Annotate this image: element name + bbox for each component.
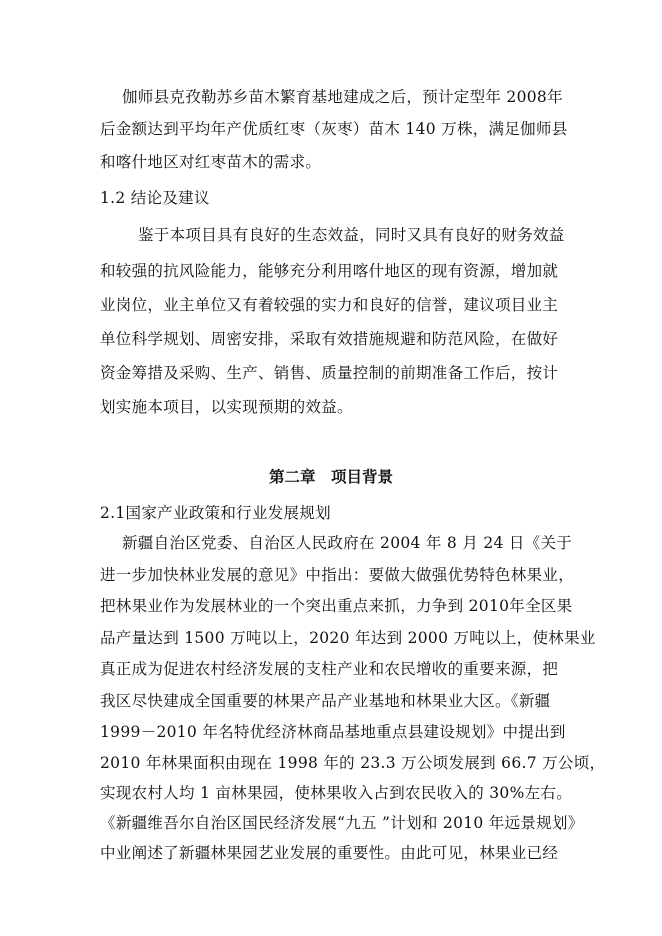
paragraph-2-line-2: 和较强的抗风险能力，能够充分利用喀什地区的现有资源，增加就 <box>100 262 559 280</box>
paragraph-3-line-7: 1999－2010 年名特优经济林商品基地重点县建设规划》中提出到 <box>100 723 566 741</box>
paragraph-3-line-10: 《新疆维吾尔自治区国民经济发展“九五 ”计划和 2010 年远景规划》 <box>100 814 584 832</box>
paragraph-1-line-1: 伽师县克孜勒苏乡苗木繁育基地建成之后，预计定型年 2008年 <box>122 88 563 106</box>
paragraph-2-line-4: 单位科学规划、周密安排，采取有效措施规避和防范风险，在做好 <box>100 330 559 348</box>
paragraph-3-line-9: 实现农村人均 1 亩林果园，使林果收入占到农民收入的 30%左右。 <box>100 784 572 802</box>
paragraph-3-line-3: 把林果业作为发展林业的一个突出重点来抓，力争到 2010年全区果 <box>100 597 573 615</box>
section-heading-2-1: 2.1国家产业政策和行业发展规划 <box>100 504 331 522</box>
paragraph-2-line-5: 资金筹措及采购、生产、销售、质量控制的前期准备工作后，按计 <box>100 364 559 382</box>
paragraph-3-line-5: 真正成为促进农村经济发展的支柱产业和农民增收的重要来源，把 <box>100 660 559 678</box>
section-heading-1-2: 1.2 结论及建议 <box>100 189 210 207</box>
paragraph-3-line-4: 品产量达到 1500 万吨以上，2020 年达到 2000 万吨以上，使林果业 <box>100 629 596 647</box>
paragraph-3-line-8: 2010 年林果面积由现在 1998 年的 23.3 万公顷发展到 66.7 万公顷， <box>100 754 606 772</box>
paragraph-1-line-2: 后金额达到平均年产优质红枣（灰枣）苗木 140 万株，满足伽师县 <box>100 120 568 138</box>
chapter-title: 第二章 项目背景 <box>268 467 393 486</box>
paragraph-2-line-3: 业岗位，业主单位又有着较强的实力和良好的信誉，建议项目业主 <box>100 296 559 314</box>
paragraph-3-line-11: 中业阐述了新疆林果园艺业发展的重要性。由此可见，林果业已经 <box>100 844 559 862</box>
paragraph-2-line-1: 鉴于本项目具有良好的生态效益，同时又具有良好的财务效益 <box>138 226 565 244</box>
paragraph-1-line-3: 和喀什地区对红枣苗木的需求。 <box>100 153 322 171</box>
paragraph-3-line-6: 我区尽快建成全国重要的林果产品产业基地和林果业大区。《新疆 <box>100 692 551 710</box>
paragraph-3-line-1: 新疆自治区党委、自治区人民政府在 2004 年 8 月 24 日《关于 <box>122 534 573 552</box>
paragraph-2-line-6: 划实施本项目，以实现预期的效益。 <box>100 398 353 416</box>
paragraph-3-line-2: 进一步加快林业发展的意见》中指出：要做大做强优势特色林果业， <box>100 566 575 584</box>
